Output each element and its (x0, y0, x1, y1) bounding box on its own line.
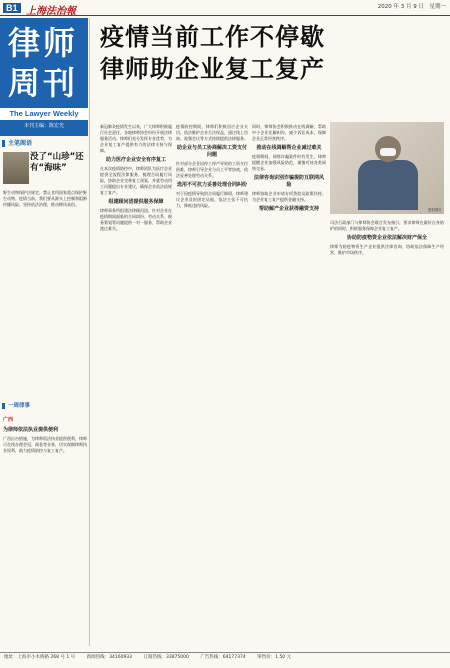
footer-address: 地址：上海市小木桥路 268 号 1 号 (4, 655, 76, 660)
weekly-news-region: 广西 (3, 417, 14, 423)
author-portrait (3, 152, 29, 184)
photo-caption: 资料图片 (428, 208, 442, 212)
weekly-news-text: 广西出台措施，为律师依法执业提供便利，律师可在线办理会见、阅卷等业务，切实保障律师执业权利，助力疫情防控与复工复产。 (3, 436, 87, 453)
weekly-news (3, 414, 87, 646)
footer-news-hotline: 新闻热线：34160933 (86, 655, 133, 660)
page-number: B1 (3, 3, 21, 13)
article-column-3 (252, 124, 326, 644)
subhead-6: 法律咨询识别诈骗提防互联网风险 (253, 175, 324, 188)
news-photo (330, 122, 444, 214)
weekly-news-subhead: 为律师依法执业提供便利 (3, 427, 59, 433)
masthead-title-1: 律师 (8, 24, 79, 62)
subhead-3: 助企业与员工协商解决工资支付问题 (176, 145, 247, 158)
weekly-news-kicker: 一周律事 (2, 403, 88, 409)
photo-figure-body (358, 160, 418, 210)
newspaper-logo: 上海法治報 (26, 6, 76, 17)
subhead-5: 推动在线调解帮企业减过难关 (256, 145, 322, 151)
page-header (0, 0, 450, 16)
article-text: 律师协助企业申请专项贷款及政策扶持，为企业复工复产提供金融支持。 (252, 191, 326, 202)
article-text: 对于因疫情导致的合同履行障碍，律师建议企业及时固定证据，依法主张不可抗力，降低违约风险。 (176, 191, 248, 208)
footer-subscription-hotline: 订阅热线：33875000 (143, 655, 189, 660)
article-text: 律师为防疫物资生产企业提供法律咨询，协助依法保障生产经营，维护市场秩序。 (330, 244, 444, 255)
column-kicker: 主笔阁语 (2, 140, 88, 148)
article-column-1 (100, 124, 172, 644)
article-column-2 (176, 124, 248, 644)
subhead-1: 助力医疗企业安全有序复工 (105, 157, 166, 163)
article-text: 针对部分企业因停工停产导致的工资支付困难，律师引导企业与员工平等协商，依法妥善处理劳动关系。 (176, 161, 248, 178)
article-text: 疫情期间，网络诈骗案件时有发生，律师提醒企业加强风险防范，谨慎对待各类网络交易。 (252, 154, 326, 171)
article-text: 疫情防控期间，律师们积极回应企业关切，依法维护企业合法权益，通过线上咨询、视频会议等方式持续提供法律服务。 (176, 124, 248, 141)
commentary-body: 野生动物保护法规定，禁止食用国家重点保护野生动物。疫情当前，我们要从源头上控制和阻断传播风险，坚持依法治理，推动移风易俗。 (3, 190, 87, 207)
masthead-english: The Lawyer Weekly (0, 108, 88, 120)
article-lead: 新冠肺炎疫情发生以来，广大律师积极履行社会责任，各地律师协会纷纷开展法律服务活动。律师们充分发挥专业优势，为企业复工复产提供有力的法律支持与保障。 (100, 124, 172, 153)
subhead-7: 帮助解产企业获得融资支持 (258, 206, 319, 212)
article-text: 同时，律师协会积极推动在线调解，帮助中小企业化解纠纷，减少诉讼成本，保障企业正常经营秩序。 (252, 124, 326, 141)
headline-line-2: 律师助企业复工复产 (100, 55, 325, 83)
masthead-editor: 本刊主编：陈宏光 (23, 123, 64, 129)
column-masthead (0, 18, 88, 136)
article-column-4 (330, 220, 444, 644)
article-text: 司法行政部门与律师协会联合发布指引，要求律师在做好自身防护的同时，积极服务保障企业复工复产。 (330, 220, 444, 231)
photo-mask (380, 148, 396, 156)
article-text: 律师事务所组建法律顾问团，针对企业在疫情期间面临的合同纠纷、劳动关系、税务筹划等问题提供一对一服务，帮助企业渡过难关。 (100, 208, 172, 231)
subhead-2: 组建顾问团提供服务保障 (108, 199, 164, 205)
commentary-title: 没了“山珍”还有“海味” (30, 152, 84, 173)
column-divider (89, 18, 90, 646)
article-text: 在本次疫情防控中，律师团队为医疗企业提供全流程法律服务，梳理合同履行风险，协助企业完善复工预案，并就劳动用工问题提出专业建议，确保企业依法依规复工复产。 (100, 166, 172, 195)
issue-date: 2020 年 3 月 9 日 星期一 (377, 4, 446, 10)
footer-price: 零售价：1.50 元 (257, 655, 292, 660)
headline-line-1: 疫情当前工作不停歇 (100, 23, 325, 51)
masthead-title-2: 周刊 (8, 64, 79, 102)
main-headline (100, 22, 440, 84)
subhead-8: 协助防疫物资企业依法解决财产保全 (346, 235, 427, 241)
page-footer (0, 652, 450, 668)
footer-ad-hotline: 广告热线：64177374 (200, 655, 246, 660)
subhead-4: 选用不可抗力妥善处理合同纠纷 (176, 182, 247, 188)
